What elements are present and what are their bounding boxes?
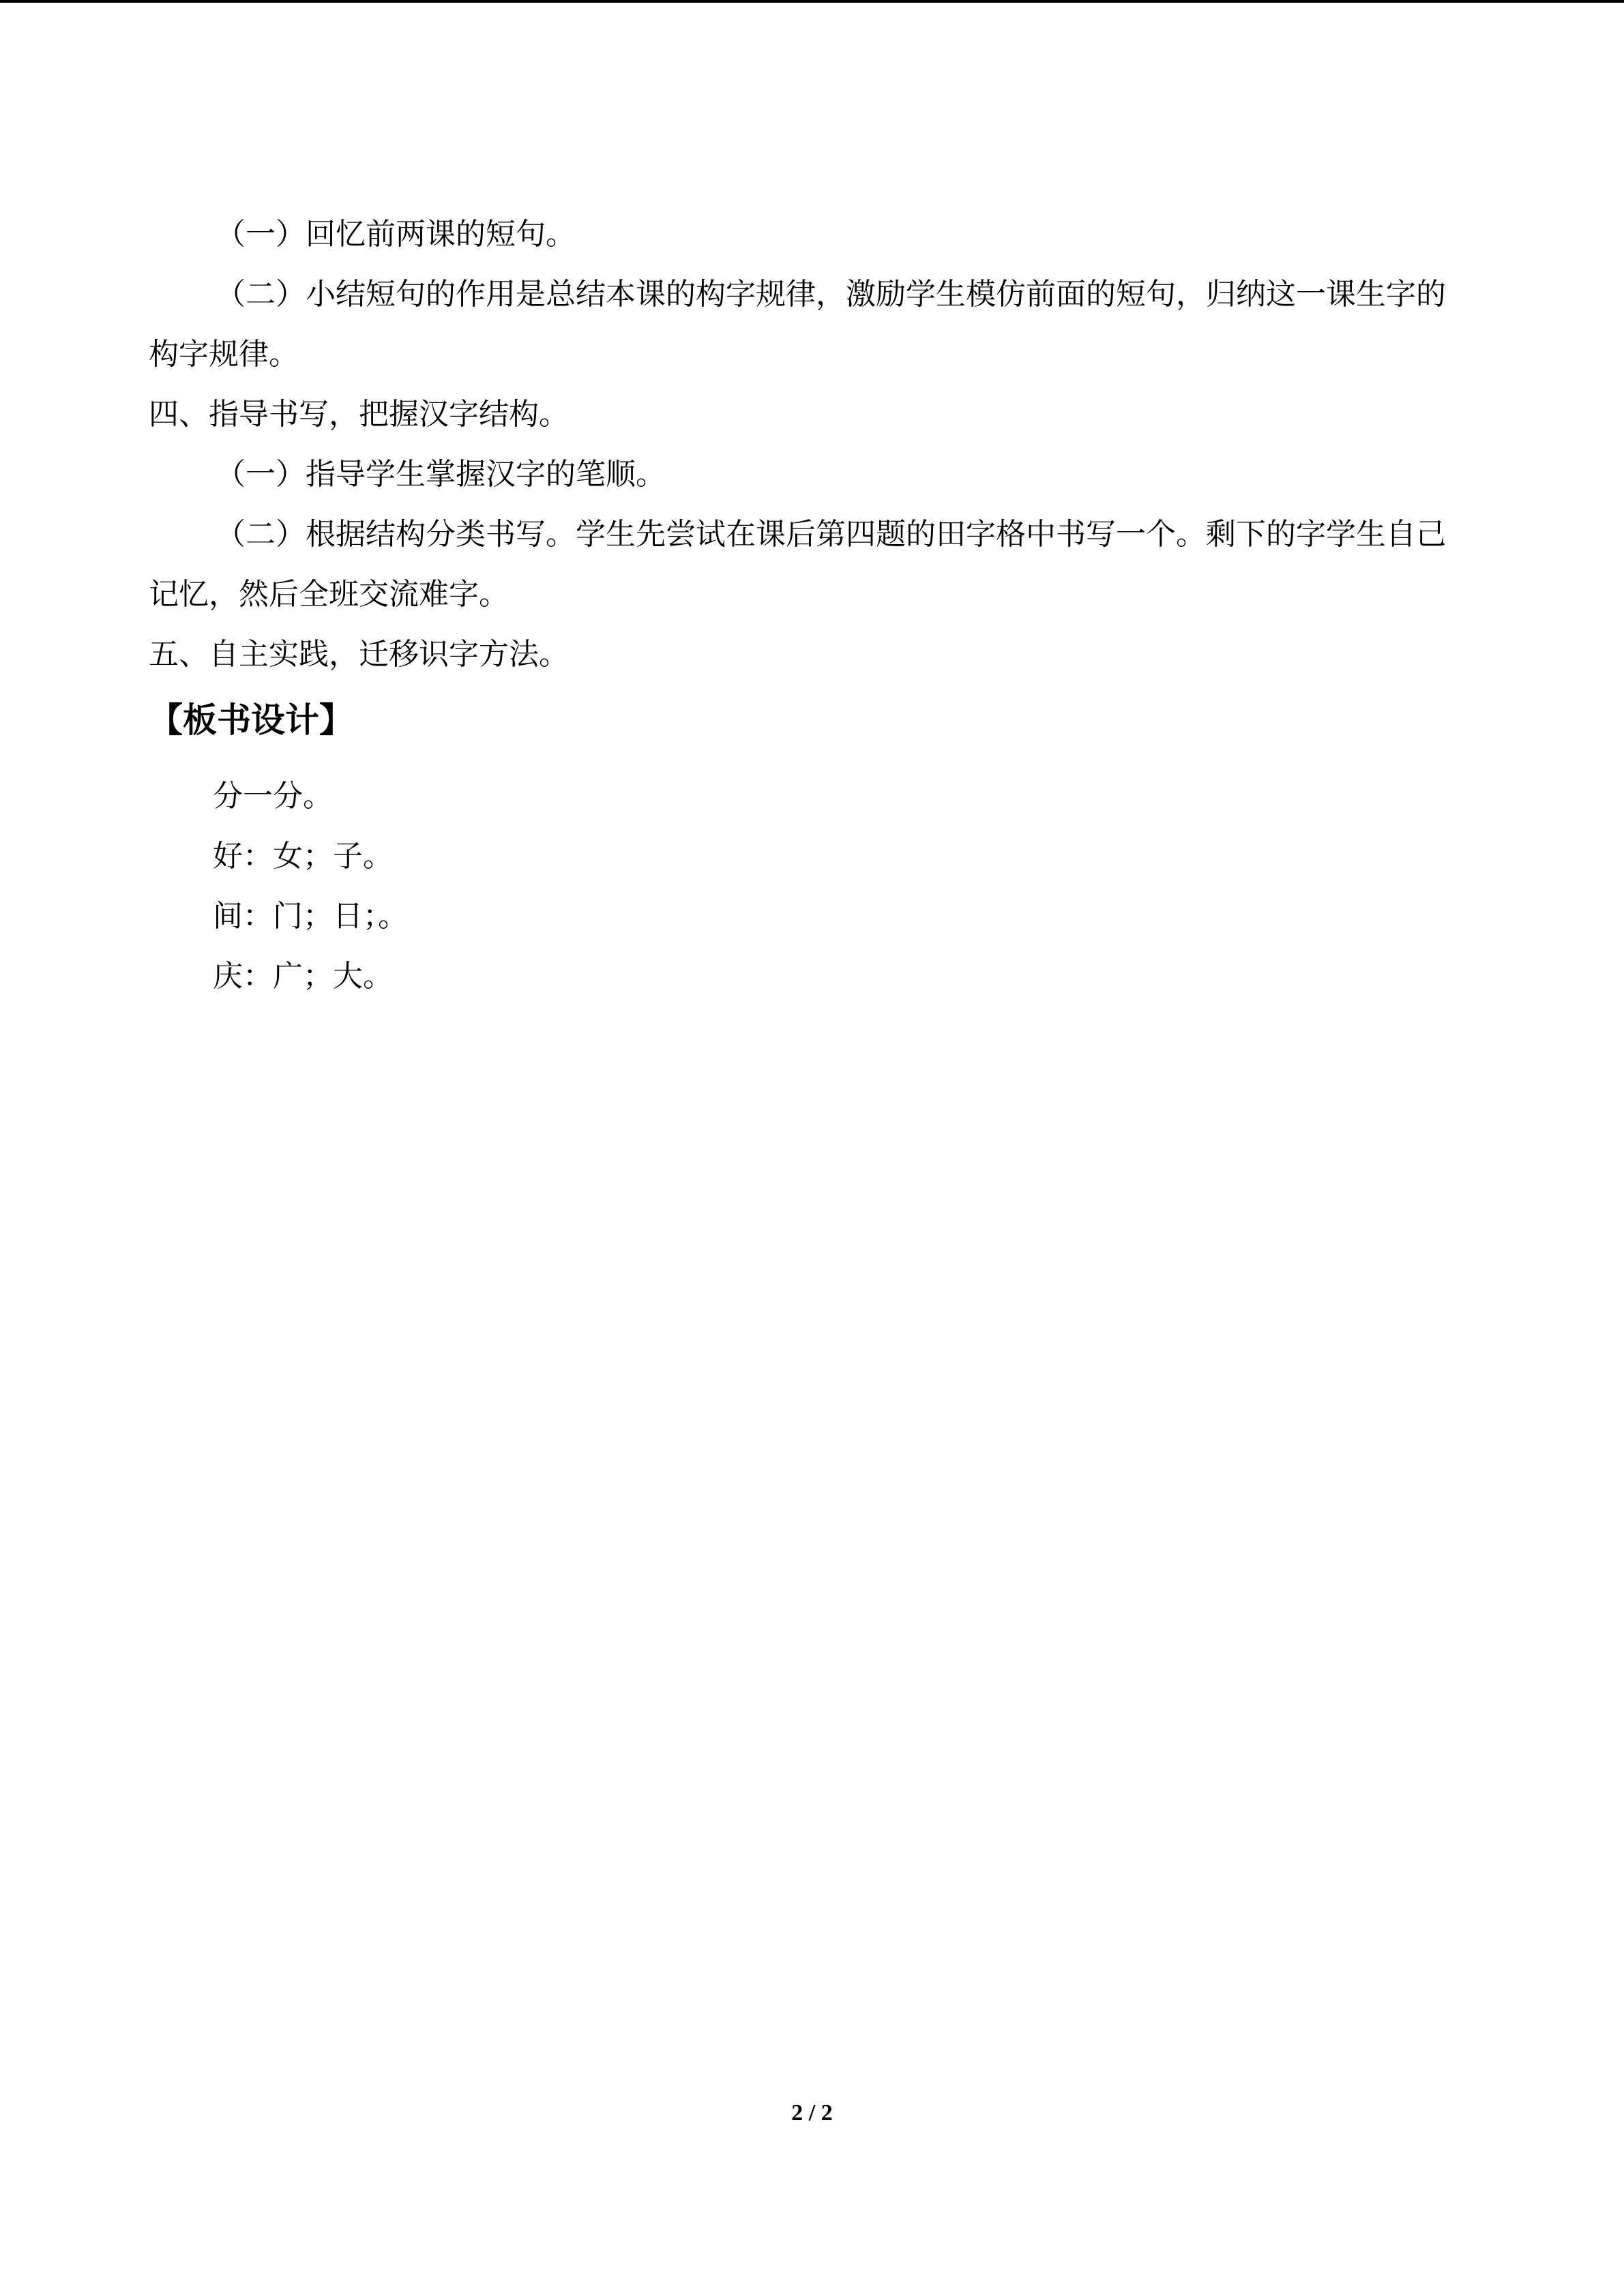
board-line: 分一分。 bbox=[213, 779, 333, 814]
section-heading-writing-guide: 四、指导书写，把握汉字结构。 bbox=[149, 397, 569, 432]
board-design-content bbox=[149, 766, 1458, 1007]
section-heading-self-practice: 五、自主实践，迁移识字方法。 bbox=[149, 637, 569, 672]
paragraph-recall-sentences: （一）回忆前两课的短句。 bbox=[216, 217, 576, 252]
board-line: 好：女；子。 bbox=[213, 839, 393, 874]
paragraph-structure-writing: （二）根据结构分类书写。学生先尝试在课后第四题的田字格中书写一个。剩下的字学生自己记忆，然后全班交流难字。 bbox=[149, 517, 1446, 612]
board-line: 间：门；日；。 bbox=[213, 899, 408, 934]
board-design-heading: 【板书设计】 bbox=[149, 700, 353, 740]
paragraph-stroke-order: （一）指导学生掌握汉字的笔顺。 bbox=[216, 457, 666, 492]
paragraph-summary-sentences: （二）小结短句的作用是总结本课的构字规律，激励学生模仿前面的短句，归纳这一课生字的构字规律。 bbox=[149, 277, 1446, 372]
page-number: 2 / 2 bbox=[791, 2100, 833, 2126]
document-body bbox=[149, 205, 1458, 1007]
page-top-border bbox=[0, 0, 1624, 3]
board-line: 庆：广；大。 bbox=[213, 959, 393, 994]
